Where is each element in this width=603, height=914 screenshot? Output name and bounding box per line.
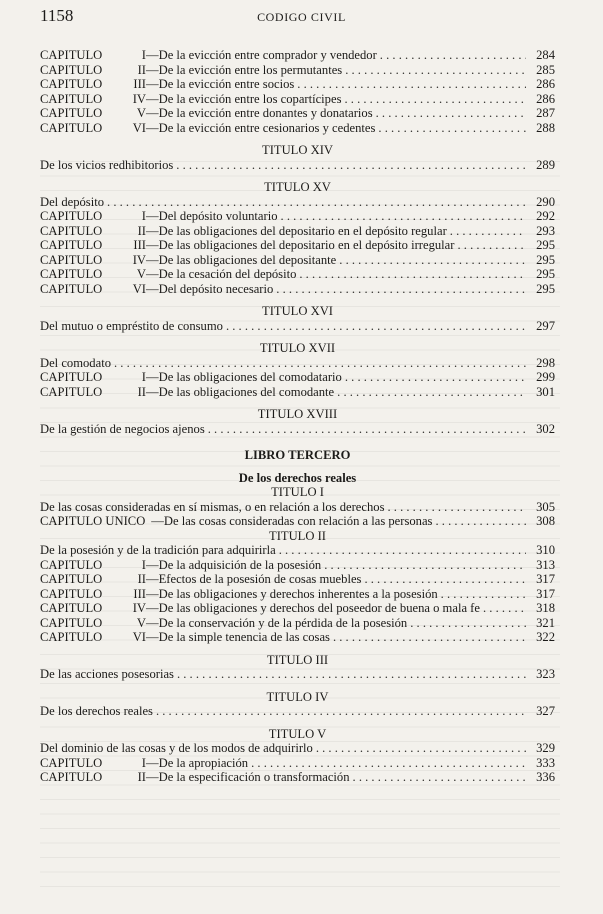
- chapter-label: CAPITULO: [40, 48, 103, 62]
- dot-leader: [281, 209, 526, 224]
- page-reference: 298: [536, 355, 555, 370]
- page-reference: 310: [536, 543, 555, 557]
- section-heading: TITULO XV: [264, 180, 331, 194]
- entry-title: De las obligaciones del comodatario: [158, 370, 342, 384]
- page-reference: 329: [536, 741, 555, 755]
- dot-leader: [279, 543, 526, 558]
- page-reference: 302: [536, 421, 555, 436]
- dot-leader: [435, 514, 526, 529]
- spacer: [40, 463, 555, 471]
- dot-leader: [276, 282, 526, 297]
- entry-title: De las obligaciones y derechos inherentes a la posesión: [158, 586, 438, 601]
- page-reference: 308: [536, 514, 555, 528]
- toc-entry: [40, 543, 555, 558]
- chapter-number: II: [137, 223, 146, 238]
- entry-title: De los derechos reales: [40, 704, 153, 718]
- chapter-number: I: [141, 370, 146, 384]
- em-dash: —: [146, 209, 159, 223]
- toc-entry: [40, 356, 555, 371]
- section-heading: TITULO II: [269, 528, 326, 543]
- page-reference: 317: [536, 572, 555, 586]
- chapter-number: V: [136, 106, 146, 120]
- toc-entry: [40, 587, 555, 602]
- page-reference: 293: [536, 223, 555, 238]
- page-reference: 284: [536, 48, 555, 62]
- page-reference: 286: [536, 91, 555, 106]
- entry-title: De la evicción entre donantes y donatarios: [158, 106, 373, 120]
- em-dash: —: [146, 770, 159, 784]
- dot-leader: [376, 106, 526, 121]
- entry-title: De la adquisición de la posesión: [158, 557, 322, 572]
- entry-title: De la evicción entre los permutantes: [158, 62, 343, 77]
- chapter-label: CAPITULO: [40, 615, 103, 630]
- chapter-label: CAPITULO: [40, 62, 103, 77]
- entry-title: De los vicios redhibitorios: [40, 157, 174, 172]
- dot-leader: [114, 356, 526, 371]
- chapter-label: CAPITULO: [40, 77, 103, 91]
- chapter-label: CAPITULO: [40, 557, 103, 572]
- entry-title: De la conservación y de la pérdida de la posesión: [158, 615, 408, 630]
- entry-title: De la evicción entre cesionarios y cedentes: [158, 120, 376, 135]
- chapter-number: V: [136, 267, 146, 281]
- toc-entry: [40, 630, 555, 645]
- page-reference: 288: [536, 120, 555, 135]
- spacer: [40, 172, 555, 180]
- dot-leader: [333, 630, 526, 645]
- entry-title: De las cosas consideradas en sí mismas, o en relación a los derechos: [40, 499, 385, 514]
- dot-leader: [251, 756, 526, 771]
- dot-leader: [316, 741, 526, 756]
- page-reference: 289: [536, 157, 555, 172]
- toc-entry: [40, 267, 555, 282]
- chapter-label: CAPITULO: [40, 106, 103, 120]
- toc-entry: [40, 282, 555, 297]
- entry-title: De las cosas consideradas con relación a las personas: [163, 514, 433, 528]
- dot-leader: [345, 63, 526, 78]
- page-reference: 321: [536, 615, 555, 630]
- dot-leader: [299, 267, 526, 282]
- dot-leader: [297, 77, 526, 92]
- chapter-number: I: [141, 48, 146, 62]
- entry-title: De la apropiación: [158, 755, 249, 770]
- toc-entry: [40, 319, 555, 334]
- entry-title: Del depósito necesario: [158, 281, 274, 296]
- entry-title: De la gestión de negocios ajenos: [40, 421, 205, 436]
- entry-title: De las obligaciones del comodante: [158, 384, 335, 399]
- em-dash: —: [146, 267, 159, 281]
- page-reference: 301: [536, 384, 555, 399]
- entry-title: Del mutuo o empréstito de consumo: [40, 318, 223, 333]
- entry-title: Del dominio de las cosas y de los modos de adquirirlo: [40, 741, 313, 755]
- em-dash: —: [146, 281, 159, 296]
- em-dash: —: [146, 384, 159, 399]
- section-heading: TITULO XVII: [259, 341, 336, 355]
- chapter-label: CAPITULO: [40, 384, 103, 399]
- entry-title: De la simple tenencia de las cosas: [158, 630, 330, 644]
- chapter-label: CAPITULO: [40, 601, 103, 615]
- chapter-label: CAPITULO: [40, 755, 103, 770]
- spacer: [40, 333, 555, 341]
- page-reference: 295: [536, 252, 555, 267]
- toc-entry: [40, 253, 555, 268]
- chapter-number: IV: [132, 601, 146, 615]
- chapter-label: CAPITULO: [40, 267, 103, 281]
- em-dash: —: [146, 601, 159, 615]
- toc-entry: [40, 500, 555, 515]
- section-heading: TITULO III: [266, 652, 329, 667]
- dot-leader: [156, 704, 526, 719]
- dot-leader: [176, 158, 526, 173]
- chapter-number: III: [133, 238, 146, 252]
- section-heading: TITULO IV: [266, 689, 329, 704]
- toc-entry: [40, 158, 555, 173]
- em-dash: —: [146, 586, 159, 601]
- page-reference: 333: [536, 755, 555, 770]
- em-dash: —: [146, 370, 159, 384]
- entry-title: Del depósito: [40, 194, 105, 209]
- page-reference: 287: [536, 106, 555, 120]
- chapter-number: II: [137, 572, 146, 586]
- toc-entry: [40, 572, 555, 587]
- page-reference: 290: [536, 194, 555, 209]
- toc-entry: [40, 92, 555, 107]
- chapter-label: CAPITULO: [40, 770, 103, 784]
- em-dash: —: [146, 557, 159, 572]
- page-reference: 295: [536, 238, 555, 252]
- section-heading: LIBRO TERCERO: [244, 448, 351, 462]
- dot-leader: [339, 253, 526, 268]
- chapter-label: CAPITULO: [40, 120, 103, 135]
- toc-entry: [40, 238, 555, 253]
- toc-entry: [40, 370, 555, 385]
- em-dash: —: [146, 238, 159, 252]
- chapter-label: CAPITULO: [40, 586, 103, 601]
- page-reference: 305: [536, 499, 555, 514]
- dot-leader: [483, 601, 526, 616]
- spacer: [40, 399, 555, 407]
- em-dash: —: [146, 106, 159, 120]
- chapter-label: CAPITULO: [40, 572, 103, 586]
- page-reference: 323: [536, 667, 555, 681]
- em-dash: —: [146, 755, 159, 770]
- entry-title: De las obligaciones del depositante: [158, 252, 337, 267]
- dot-leader: [378, 121, 526, 136]
- dot-leader: [177, 667, 526, 682]
- toc-entry: [40, 770, 555, 785]
- toc-entry: [40, 385, 555, 400]
- chapter-number: III: [133, 77, 146, 91]
- section-heading: TITULO I: [271, 485, 324, 499]
- entry-title: Del depósito voluntario: [158, 209, 278, 223]
- dot-leader: [226, 319, 526, 334]
- chapter-number: II: [137, 770, 146, 784]
- entry-title: De la especificación o transformación: [158, 770, 350, 784]
- toc-entry: [40, 514, 555, 529]
- toc-entry: [40, 704, 555, 719]
- page-reference: 286: [536, 77, 555, 91]
- spacer: [40, 719, 555, 727]
- chapter-label: CAPITULO: [40, 223, 103, 238]
- entry-title: De la cesación del depósito: [158, 267, 297, 281]
- em-dash: —: [151, 514, 164, 528]
- toc-entry: [40, 121, 555, 136]
- chapter-label: CAPITULO: [40, 238, 103, 252]
- chapter-label: CAPITULO UNICO: [40, 514, 146, 528]
- spacer: [40, 135, 555, 143]
- chapter-label: CAPITULO: [40, 630, 103, 644]
- chapter-number: I: [141, 209, 146, 223]
- em-dash: —: [146, 91, 159, 106]
- chapter-label: CAPITULO: [40, 281, 103, 296]
- entry-title: Del comodato: [40, 355, 111, 370]
- chapter-number: IV: [132, 252, 146, 267]
- section-heading: TITULO XVIII: [257, 407, 338, 421]
- dot-leader: [457, 238, 526, 253]
- section-heading: TITULO XVI: [262, 304, 333, 318]
- dot-leader: [450, 224, 526, 239]
- dot-leader: [324, 558, 526, 573]
- toc-entry: [40, 667, 555, 682]
- page-reference: 297: [536, 318, 555, 333]
- em-dash: —: [146, 572, 159, 586]
- dot-leader: [441, 587, 526, 602]
- toc-entry: [40, 48, 555, 63]
- chapter-number: IV: [132, 91, 146, 106]
- entry-title: De la posesión y de la tradición para adquirirla: [40, 543, 276, 557]
- toc-entry: [40, 63, 555, 78]
- dot-leader: [337, 385, 526, 400]
- dot-leader: [353, 770, 526, 785]
- chapter-number: VI: [132, 630, 146, 644]
- chapter-number: VI: [132, 120, 146, 135]
- spacer: [40, 682, 555, 690]
- toc-entry: [40, 756, 555, 771]
- em-dash: —: [146, 630, 159, 644]
- entry-title: De las acciones posesorias: [40, 667, 174, 681]
- spacer: [40, 436, 555, 448]
- chapter-label: CAPITULO: [40, 209, 103, 223]
- page-reference: 327: [536, 704, 555, 718]
- em-dash: —: [146, 223, 159, 238]
- section-heading: TITULO V: [268, 726, 327, 741]
- em-dash: —: [146, 77, 159, 91]
- chapter-number: II: [137, 384, 146, 399]
- chapter-number: VI: [132, 281, 146, 296]
- page-reference: 285: [536, 62, 555, 77]
- section-heading: De los derechos reales: [238, 470, 357, 485]
- page-reference: 292: [536, 209, 555, 223]
- entry-title: De la evicción entre los copartícipes: [158, 91, 342, 106]
- em-dash: —: [146, 48, 159, 62]
- page-reference: 322: [536, 630, 555, 644]
- em-dash: —: [146, 120, 159, 135]
- toc-entry: [40, 422, 555, 437]
- page-reference: 313: [536, 557, 555, 572]
- toc-entry: [40, 195, 555, 210]
- toc-entry: [40, 616, 555, 631]
- entry-title: Efectos de la posesión de cosas muebles: [158, 572, 362, 586]
- em-dash: —: [146, 62, 159, 77]
- toc-entry: [40, 106, 555, 121]
- spacer: [40, 645, 555, 653]
- page-reference: 295: [536, 267, 555, 281]
- chapter-number: I: [141, 557, 146, 572]
- spacer: [40, 296, 555, 304]
- chapter-number: V: [136, 615, 146, 630]
- table-of-contents: [40, 48, 555, 785]
- chapter-number: II: [137, 62, 146, 77]
- section-heading: TITULO XIV: [262, 143, 333, 157]
- em-dash: —: [146, 615, 159, 630]
- entry-title: De las obligaciones del depositario en el depósito irregular: [158, 238, 455, 252]
- page-number: 1158: [40, 6, 74, 25]
- toc-entry: [40, 741, 555, 756]
- dot-leader: [410, 616, 526, 631]
- dot-leader: [387, 500, 526, 515]
- dot-leader: [364, 572, 526, 587]
- dot-leader: [380, 48, 526, 63]
- chapter-number: I: [141, 755, 146, 770]
- page-reference: 299: [536, 370, 555, 384]
- toc-entry: [40, 601, 555, 616]
- entry-title: De la evicción entre comprador y vendedor: [158, 48, 377, 62]
- page-reference: 317: [536, 586, 555, 601]
- dot-leader: [107, 195, 526, 210]
- page-reference: 295: [536, 281, 555, 296]
- toc-entry: [40, 77, 555, 92]
- em-dash: —: [146, 252, 159, 267]
- running-head: CODIGO CIVIL: [257, 10, 346, 24]
- dot-leader: [208, 422, 526, 437]
- entry-title: De la evicción entre socios: [158, 77, 295, 91]
- toc-entry: [40, 558, 555, 573]
- dot-leader: [344, 92, 526, 107]
- chapter-label: CAPITULO: [40, 91, 103, 106]
- chapter-number: III: [133, 586, 146, 601]
- page-reference: 318: [536, 601, 555, 615]
- toc-entry: [40, 224, 555, 239]
- entry-title: De las obligaciones y derechos del poseedor de buena o mala fe: [158, 601, 480, 615]
- entry-title: De las obligaciones del depositario en el depósito regular: [158, 223, 447, 238]
- chapter-label: CAPITULO: [40, 252, 103, 267]
- toc-entry: [40, 209, 555, 224]
- chapter-label: CAPITULO: [40, 370, 103, 384]
- page-reference: 336: [536, 770, 555, 784]
- dot-leader: [345, 370, 526, 385]
